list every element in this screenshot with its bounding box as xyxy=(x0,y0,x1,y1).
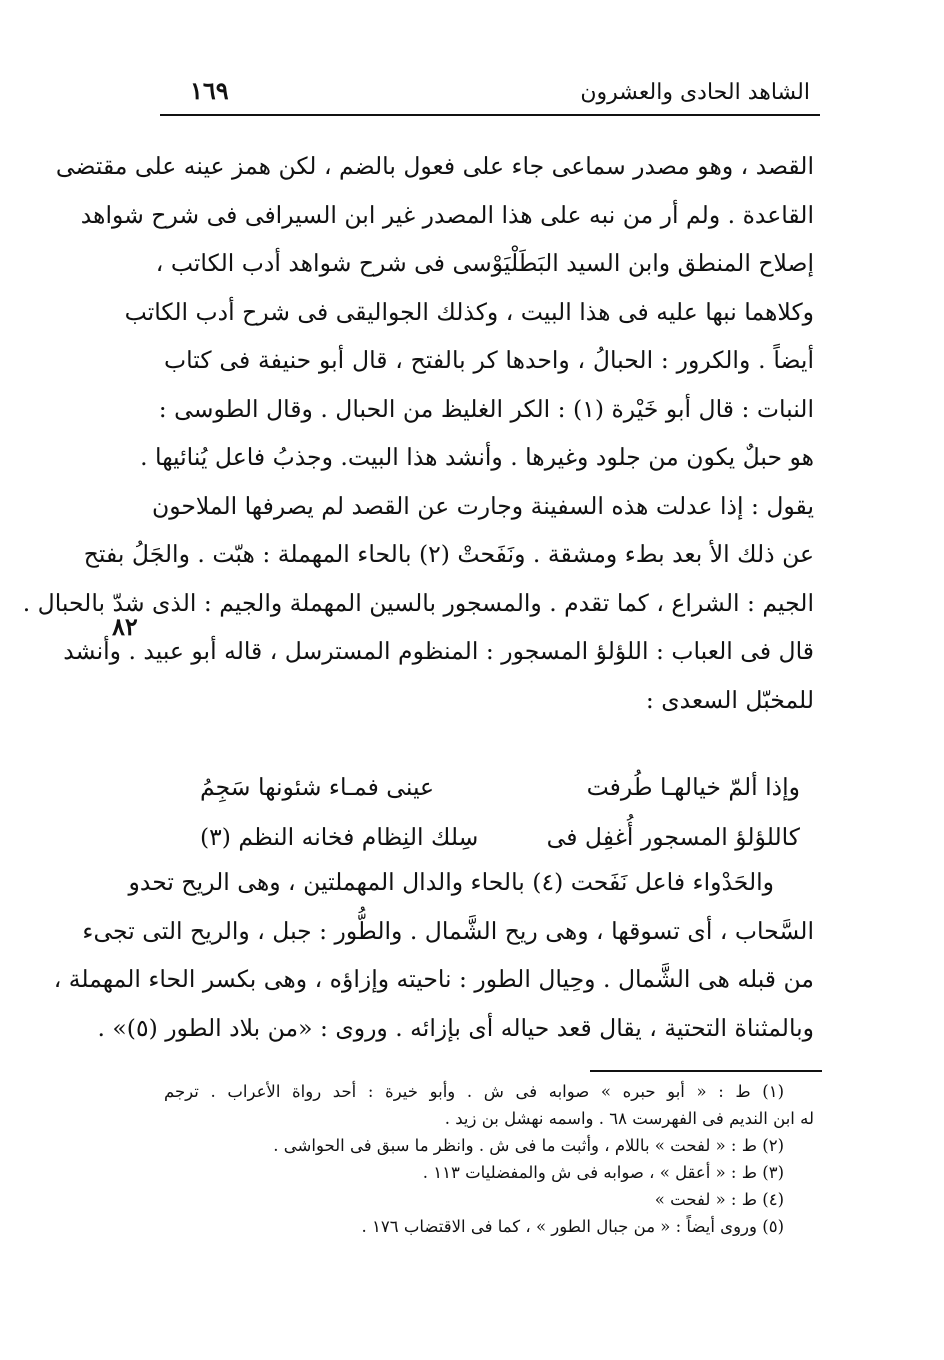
verse-first-hemistich: كاللؤلؤ المسجور أُغفِل فى xyxy=(546,823,800,851)
footnote: (٥) وروى أيضاً : « من جبال الطور » ، كما فى الاقتضاب ١٧٦ . xyxy=(361,1217,784,1236)
page-number: ١٦٩ xyxy=(190,76,229,105)
verse-first-hemistich: وإذا ألمّ خيالهـا طُرفت xyxy=(586,773,800,801)
text-line: والحَدْواء فاعل نَفَحت (٤) بالحاء والدال المهملتين ، وهى الريح تحدو xyxy=(128,868,774,896)
footnote: (٣) ط : « أعقل » ، صوابه فى ش والمفضليات ١١٣ . xyxy=(422,1163,784,1182)
footnote-rule xyxy=(590,1070,822,1072)
text-line: يقول : إذا عدلت هذه السفينة وجارت عن القصد لم يصرفها الملاحون xyxy=(151,491,814,520)
text-line: للمخبّل السعدى : xyxy=(645,685,814,714)
text-line: الجيم : الشراع ، كما تقدم . والمسجور بالسين المهملة والجيم : الذى شدّ بالحبال . xyxy=(22,588,814,617)
text-line: أيضاً . والكرور : الحبالُ ، واحدها كر بالفتح ، قال أبو حنيفة فى كتاب xyxy=(164,346,814,374)
text-line: السَّحاب ، أى تسوقها ، وهى ريح الشَّمال . والطُّور : جبل ، والريح التى تجىء xyxy=(82,916,814,945)
poem-verse-block xyxy=(200,762,800,862)
text-line: القصد ، وهو مصدر سماعى جاء على فعول بالضم ، لكن همز عينه على مقتضى xyxy=(55,152,814,180)
text-line: إصلاح المنطق وابن السيد البَطَلْيَوْسى فى شرح شواهد أدب الكاتب ، xyxy=(155,249,814,277)
text-line: من قبله هى الشَّمال . وحِيال الطور : ناحيته وإزاؤه ، وهى بكسر الحاء المهملة ، xyxy=(53,965,814,993)
footnote: (١) ط : « أبو حبره » صوابه فى ش . وأبو خيرة : أحد رواة الأعراب . ترجم xyxy=(164,1082,784,1101)
text-line: هو حبلٌ يكون من جلود وغيرها . وأنشد هذا البيت. وجذبُ فاعل يُنائيها . xyxy=(140,443,814,471)
verse-second-hemistich: عينى فمـاء شئونها سَجِمُ xyxy=(200,773,435,801)
footnote-continuation: له ابن النديم فى الفهرست ٦٨ . واسمه نهشل بن زيد . xyxy=(444,1109,814,1128)
footnote: (٤) ط : « لفحت » xyxy=(654,1190,784,1209)
text-line: عن ذلك الأ بعد بطء ومشقة . ونَفَحتْ (٢) بالحاء المهملة : هبّت . والجَلُ بفتح xyxy=(83,540,814,568)
verse-second-hemistich: سِلك النِظام فخانه النظم (٣) xyxy=(200,823,479,851)
commentary-text-block xyxy=(53,858,814,1052)
verse-line xyxy=(200,812,800,862)
footnote: (٢) ط : « لفحت » باللام ، وأثبت ما فى ش . وانظر ما سبق فى الحواشى . xyxy=(273,1136,784,1155)
text-line: وكلاهما نبها عليه فى هذا البيت ، وكذلك الجواليقى فى شرح أدب الكاتب xyxy=(124,297,814,326)
text-line: وبالمثناة التحتية ، يقال قعد حياله أى بإزائه . وروى : «من بلاد الطور (٥)» . xyxy=(97,1013,814,1042)
verse-line xyxy=(200,762,800,812)
text-line: النبات : قال أبو خَيْرة (١) : الكر الغليظ من الحبال . وقال الطوسى : xyxy=(158,394,814,423)
header-rule xyxy=(160,114,820,116)
page-header xyxy=(160,70,820,110)
footnotes xyxy=(164,1078,814,1240)
margin-reference-number: ٨٢ xyxy=(112,612,138,641)
text-line: القاعدة . ولم أر من نبه على هذا المصدر غير ابن السيرافى فى شرح شواهد xyxy=(80,200,814,229)
running-title: الشاهد الحادى والعشرون xyxy=(580,80,810,105)
text-line: قال فى العباب : اللؤلؤ المسجور : المنظوم المسترسل ، قاله أبو عبيد . وأنشد xyxy=(63,637,814,665)
